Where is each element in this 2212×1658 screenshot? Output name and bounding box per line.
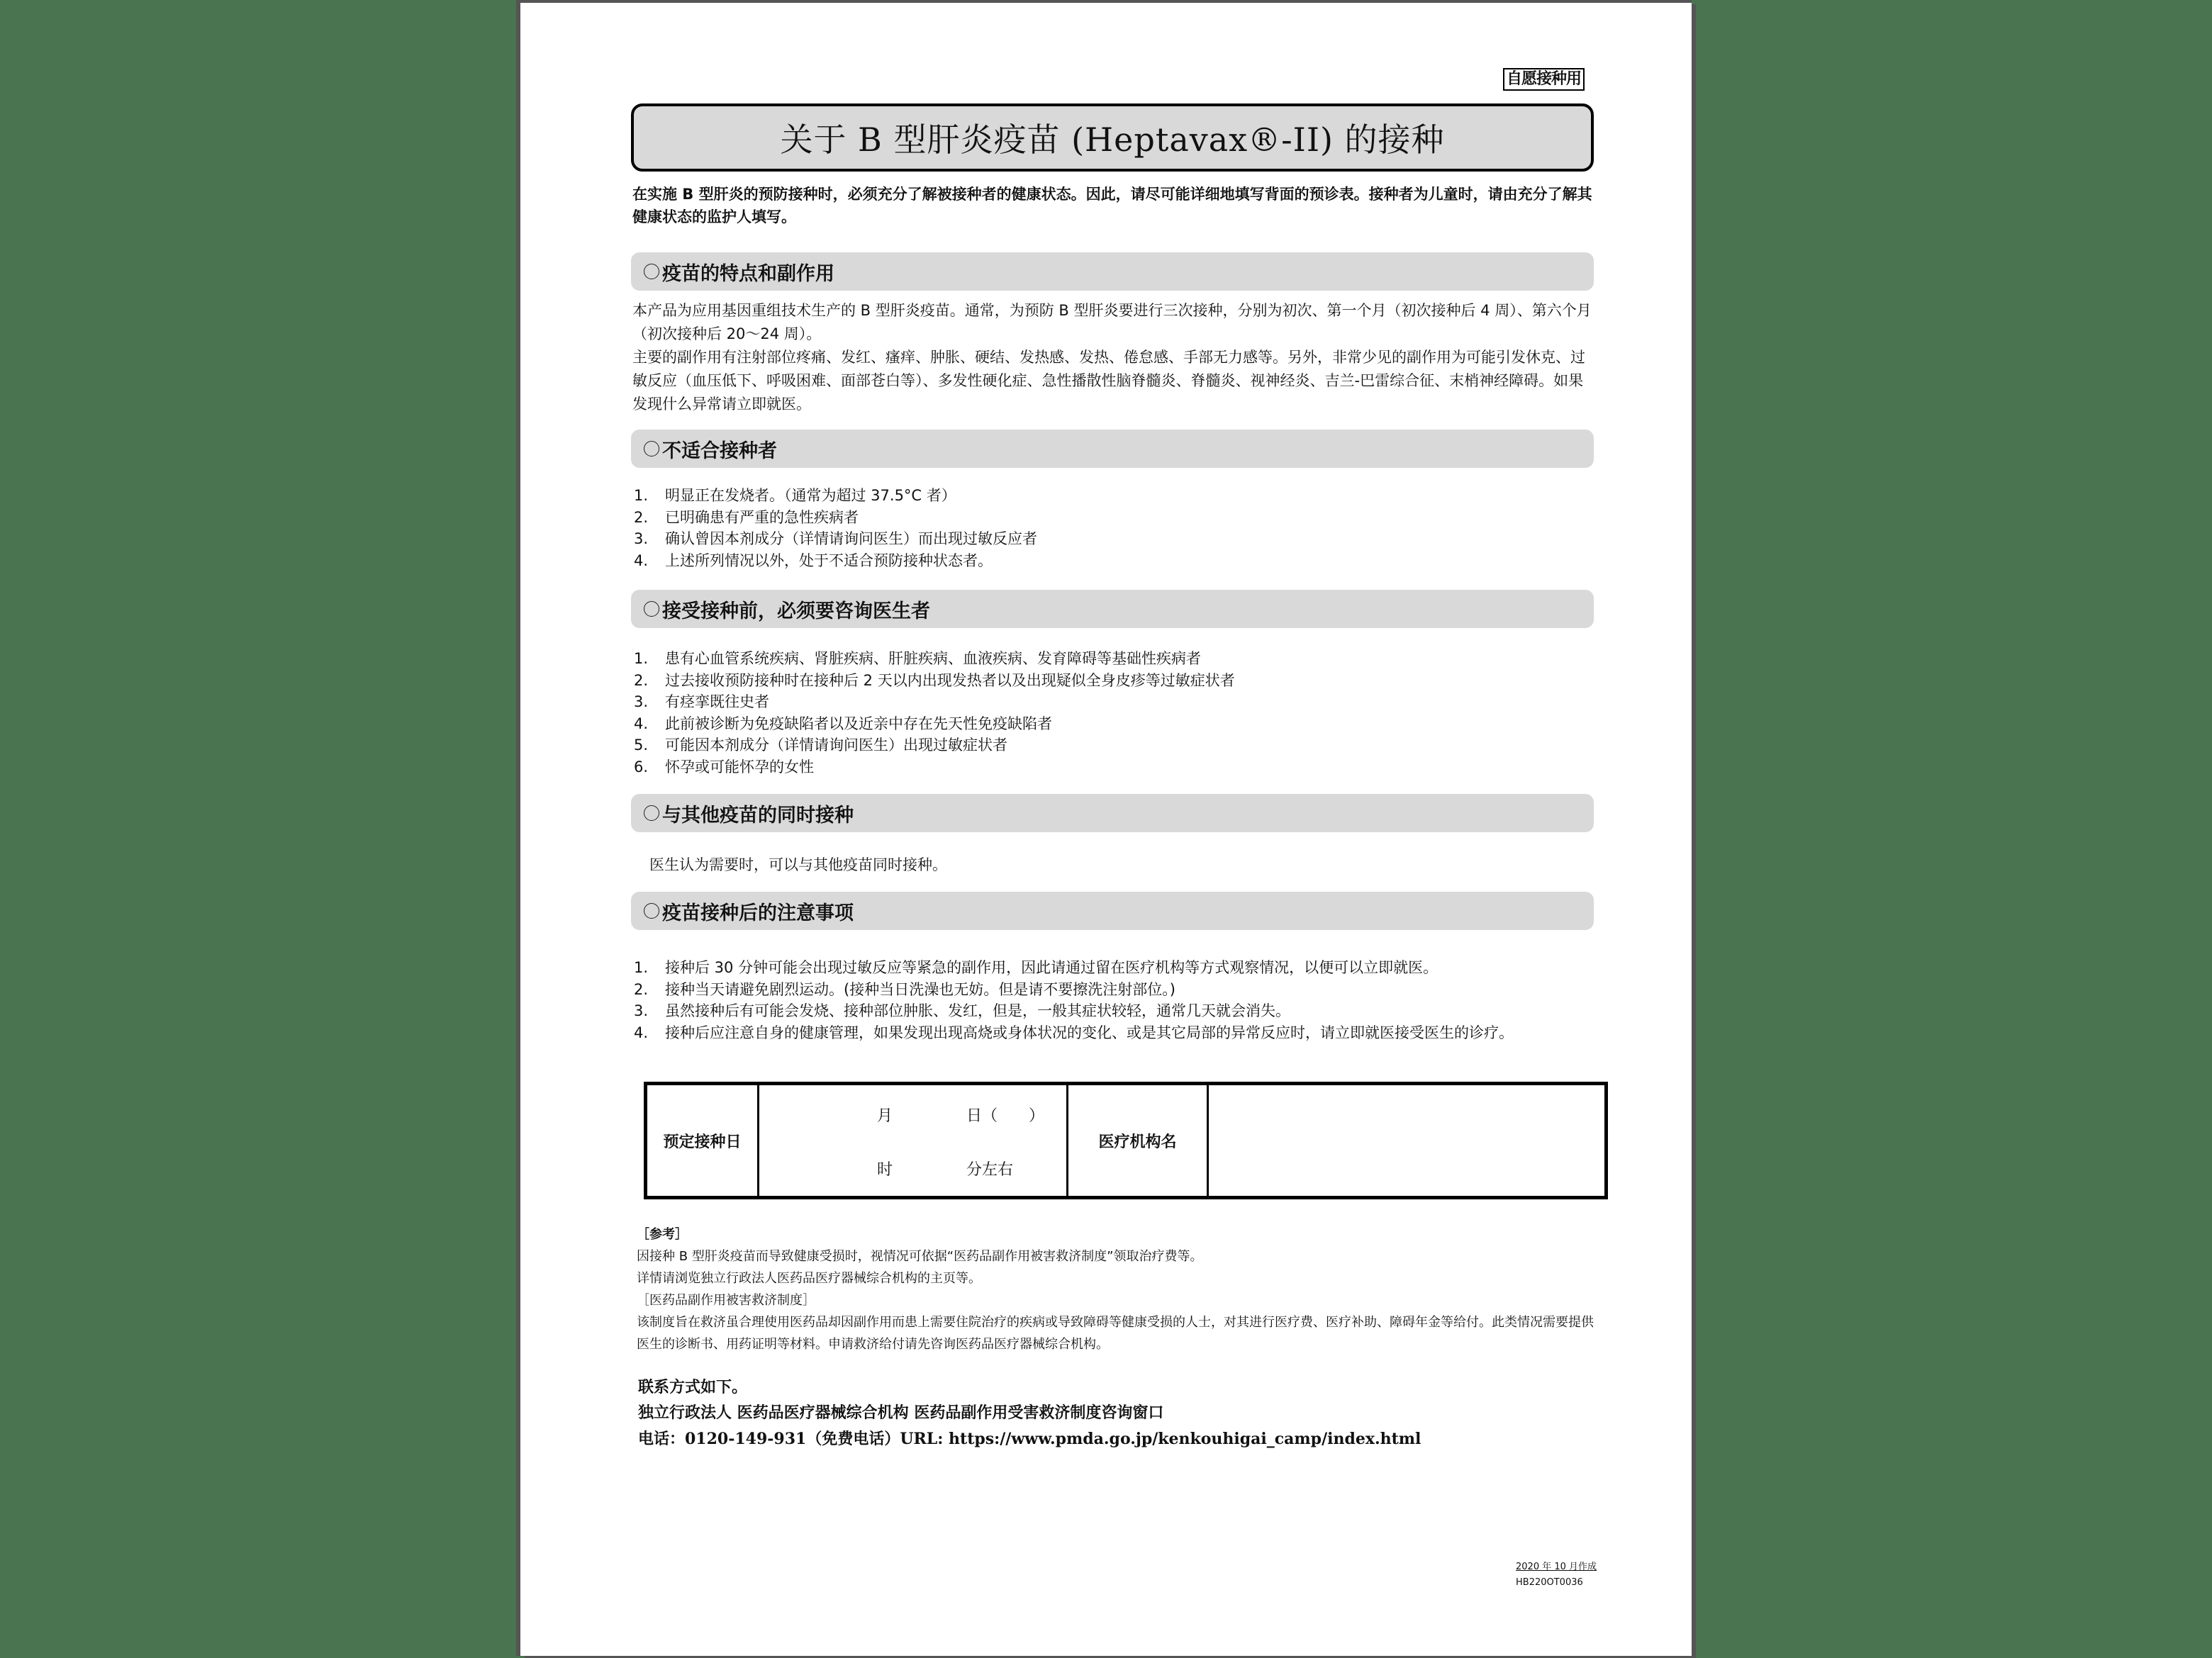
hour-label: 时 — [877, 1161, 893, 1179]
contact-section — [638, 1375, 1602, 1452]
section-heading-label: 与其他疫苗的同时接种 — [662, 804, 854, 827]
page-title: 关于 B 型肝炎疫苗 (Heptavax®-II) 的接种 — [631, 103, 1594, 172]
list-item: 3. 有痉挛既往史者 — [634, 693, 769, 710]
section-heading-simultaneous — [631, 794, 1594, 832]
paragraph: 医生认为需要时，可以与其他疫苗同时接种。 — [649, 856, 947, 873]
list-item: 1. 患有心血管系统疾病、肾脏疾病、肝脏疾病、血液疾病、发育障碍等基础性疾病者 — [634, 650, 1201, 667]
document-page — [520, 0, 1692, 1656]
section-body-simultaneous — [649, 853, 1611, 877]
institution-name-field[interactable] — [1209, 1085, 1604, 1196]
reference-line: 因接种 B 型肝炎疫苗而导致健康受损时，视情况可依据“医药品副作用被害救济制度”领取治疗费等。 — [637, 1249, 1203, 1264]
paragraph: 本产品为应用基因重组技术生产的 B 型肝炎疫苗。通常，为预防 B 型肝炎要进行三次接种，分别为初次、第一个月（初次接种后 4 周）、第六个月（初次接种后 20～24 周）。 — [632, 302, 1592, 342]
month-label: 月 — [877, 1107, 893, 1125]
consult-doctor-list — [634, 648, 1595, 778]
list-item: 4. 上述所列情况以外，处于不适合预防接种状态者。 — [634, 551, 993, 569]
circle-bullet-icon — [644, 441, 659, 456]
vaccination-schedule-table — [644, 1082, 1608, 1199]
section-heading-label: 疫苗的特点和副作用 — [662, 262, 834, 285]
circle-bullet-icon — [644, 903, 659, 919]
document-footer — [1516, 1559, 1597, 1591]
section-heading-features — [631, 252, 1594, 291]
list-item: 1. 明显正在发烧者。（通常为超过 37.5°C 者） — [634, 487, 956, 504]
section-heading-label: 接受接种前，必须要咨询医生者 — [662, 600, 930, 622]
reference-heading: ［参考］ — [637, 1227, 688, 1242]
list-item: 6. 怀孕或可能怀孕的女性 — [634, 758, 814, 775]
contraindications-list — [634, 485, 1595, 571]
section-heading-contraindications — [631, 430, 1594, 468]
relief-system-body: 该制度旨在救济虽合理使用医药品却因副作用而患上需要住院治疗的疾病或导致障碍等健康受损的人士，对其进行医疗费、医疗补助、障碍年金等给付。此类情况需要提供医生的诊断书、用药证明等材料。申请救济给付请先咨询医药品医疗器械综合机构。 — [637, 1315, 1594, 1352]
scheduled-date-label: 预定接种日 — [647, 1085, 759, 1196]
list-item: 2. 过去接收预防接种时在接种后 2 天以内出现发热者以及出现疑似全身皮疹等过敏症状者 — [634, 671, 1235, 689]
reference-section — [637, 1223, 1601, 1355]
section-heading-label: 不适合接种者 — [662, 439, 777, 462]
contact-intro: 联系方式如下。 — [638, 1379, 748, 1396]
list-item: 4. 此前被诊断为免疫缺陷者以及近亲中存在先天性免疫缺陷者 — [634, 715, 1052, 732]
minute-label: 分左右 — [966, 1161, 1014, 1179]
scheduled-date-field[interactable] — [759, 1085, 1068, 1196]
circle-bullet-icon — [644, 805, 659, 821]
list-item: 1. 接种后 30 分钟可能会出现过敏反应等紧急的副作用，因此请通过留在医疗机构等方式观察情况，以便可以立即就医。 — [634, 959, 1439, 976]
contact-organization: 独立行政法人 医药品医疗器械综合机构 医药品副作用受害救济制度咨询窗口 — [638, 1404, 1164, 1422]
paragraph: 主要的副作用有注射部位疼痛、发红、瘙痒、肿胀、硬结、发热感、发热、倦怠感、手部无力感等。另外，非常少见的副作用为可能引发休克、过敏反应（血压低下、呼吸困难、面部苍白等）、多发性硬化症、急性播散性脑脊髓炎、脊髓炎、视神经炎、吉兰-巴雷综合征、末梢神经障碍。如果发现什么异常请立即就医。 — [632, 349, 1585, 413]
list-item: 5. 可能因本剂成分（详情请询问医生）出现过敏症状者 — [634, 736, 1007, 754]
circle-bullet-icon — [644, 601, 659, 617]
circle-bullet-icon — [644, 264, 659, 279]
contact-phone-url[interactable]: 电话：0120-149-931（免费电话）URL: https://www.pmda.go.jp/kenkouhigai_camp/index.html — [638, 1430, 1421, 1448]
intro-text: 在实施 B 型肝炎的预防接种时，必须充分了解被接种者的健康状态。因此，请尽可能详细地填写背面的预诊表。接种者为儿童时，请由充分了解其健康状态的监护人填写。 — [632, 186, 1592, 225]
section-heading-consult-doctor — [631, 590, 1594, 628]
list-item: 4. 接种后应注意自身的健康管理，如果发现出现高烧或身体状况的变化、或是其它局部的异常反应时，请立即就医接受医生的诊疗。 — [634, 1024, 1514, 1041]
relief-system-heading: ［医药品副作用被害救济制度］ — [637, 1293, 815, 1308]
list-item: 2. 已明确患有严重的急性疾病者 — [634, 508, 859, 526]
institution-name-label: 医疗机构名 — [1068, 1085, 1209, 1196]
day-label: 日（ ） — [966, 1107, 1045, 1125]
creation-date: 2020 年 10 月作成 — [1516, 1562, 1597, 1572]
section-heading-label: 疫苗接种后的注意事项 — [662, 902, 854, 924]
section-heading-post-vaccination — [631, 892, 1594, 930]
voluntary-vaccination-stamp: 自愿接种用 — [1503, 68, 1585, 91]
reference-line: 详情请浏览独立行政法人医药品医疗器械综合机构的主页等。 — [637, 1271, 981, 1286]
document-code: HB220OT0036 — [1516, 1577, 1583, 1588]
post-vaccination-list — [634, 957, 1595, 1043]
list-item: 2. 接种当天请避免剧烈运动。(接种当日洗澡也无妨。但是请不要擦洗注射部位。) — [634, 980, 1175, 998]
list-item: 3. 确认曾因本剂成分（详情请询问医生）而出现过敏反应者 — [634, 530, 1037, 547]
list-item: 3. 虽然接种后有可能会发烧、接种部位肿胀、发红，但是，一般其症状较轻，通常几天就会消失。 — [634, 1002, 1290, 1019]
section-body-features — [632, 299, 1594, 416]
